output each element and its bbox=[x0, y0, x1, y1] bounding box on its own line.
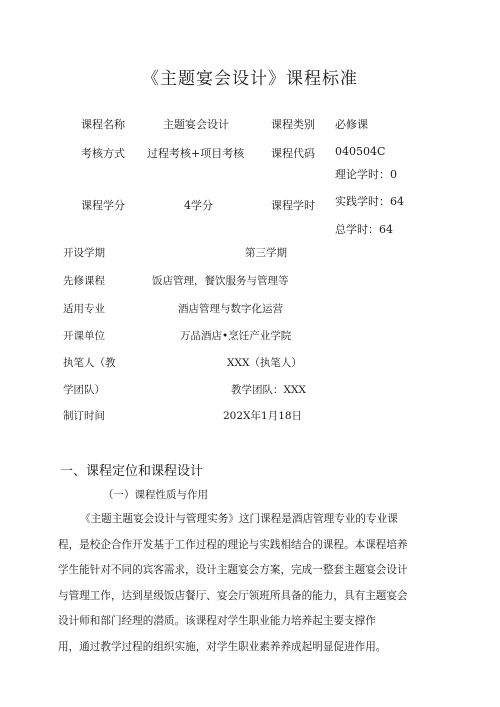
hours-practice-value: 实践学时：64 bbox=[335, 195, 404, 208]
category-value: 必修课 bbox=[335, 118, 368, 131]
paragraph-line: 用，通过教学过程的组织实施，对学生职业素养养成起明显促进作用。 bbox=[58, 640, 387, 653]
author-value: XXX（执笔人） bbox=[227, 357, 302, 369]
category-label: 课程类别 bbox=[271, 118, 315, 131]
semester-label: 开设学期 bbox=[63, 247, 105, 259]
prereq-value: 饭店管理，餐饮服务与管理等 bbox=[152, 275, 289, 287]
page-title: 《主题宴会设计》课程标准 bbox=[142, 69, 358, 89]
paragraph-line: 《主题主题宴会设计与管理实务》这门课程是酒店管理专业的专业课 bbox=[80, 513, 398, 525]
unit-label: 开课单位 bbox=[63, 330, 105, 342]
section-heading: 一、课程定位和课程设计 bbox=[60, 464, 204, 479]
date-value: 202X年1月18日 bbox=[223, 410, 303, 422]
assessment-value: 过程考核+项目考核 bbox=[147, 147, 245, 160]
course-code-label: 课程代码 bbox=[271, 147, 315, 160]
hours-label: 课程学时 bbox=[271, 199, 315, 212]
paragraph-line: 设计师和部门经理的潜质。该课程对学生职业能力培养起主要支撑作 bbox=[58, 615, 376, 627]
subsection-heading: （一）课程性质与作用 bbox=[103, 489, 208, 501]
prereq-label: 先修课程 bbox=[63, 275, 105, 287]
paragraph-line: 学生能针对不同的宾客需求，设计主题宴会方案，完成一整套主题宴会设计 bbox=[58, 564, 408, 576]
author-label-line1: 执笔人（教 bbox=[63, 357, 116, 369]
major-label: 适用专业 bbox=[63, 303, 105, 315]
credits-value: 4学分 bbox=[184, 199, 213, 212]
credits-label: 课程学分 bbox=[81, 199, 125, 212]
team-value: 教学团队：XXX bbox=[231, 384, 306, 396]
author-label-line2: 学团队） bbox=[63, 384, 105, 396]
hours-theory-value: 理论学时：0 bbox=[335, 168, 397, 181]
course-name-value: 主题宴会设计 bbox=[163, 118, 229, 131]
hours-total-value: 总学时：64 bbox=[335, 223, 393, 236]
course-name-label: 课程名称 bbox=[81, 118, 125, 131]
paragraph-line: 与管理工作，达到星级饭店餐厅、宴会厅领班所具备的能力，具有主题宴会 bbox=[58, 589, 408, 602]
semester-value: 第三学期 bbox=[245, 247, 287, 259]
major-value: 酒店管理与数字化运营 bbox=[178, 303, 283, 315]
date-label: 制订时间 bbox=[63, 410, 105, 422]
paragraph-line: 程，是校企合作开发基于工作过程的理论与实践相结合的课程。本课程培养 bbox=[58, 538, 408, 551]
assessment-label: 考核方式 bbox=[81, 147, 125, 160]
unit-value: 万品酒店•烹饪产业学院 bbox=[180, 330, 292, 342]
course-code-value: 040504C bbox=[335, 145, 386, 158]
body-paragraph bbox=[58, 507, 450, 660]
